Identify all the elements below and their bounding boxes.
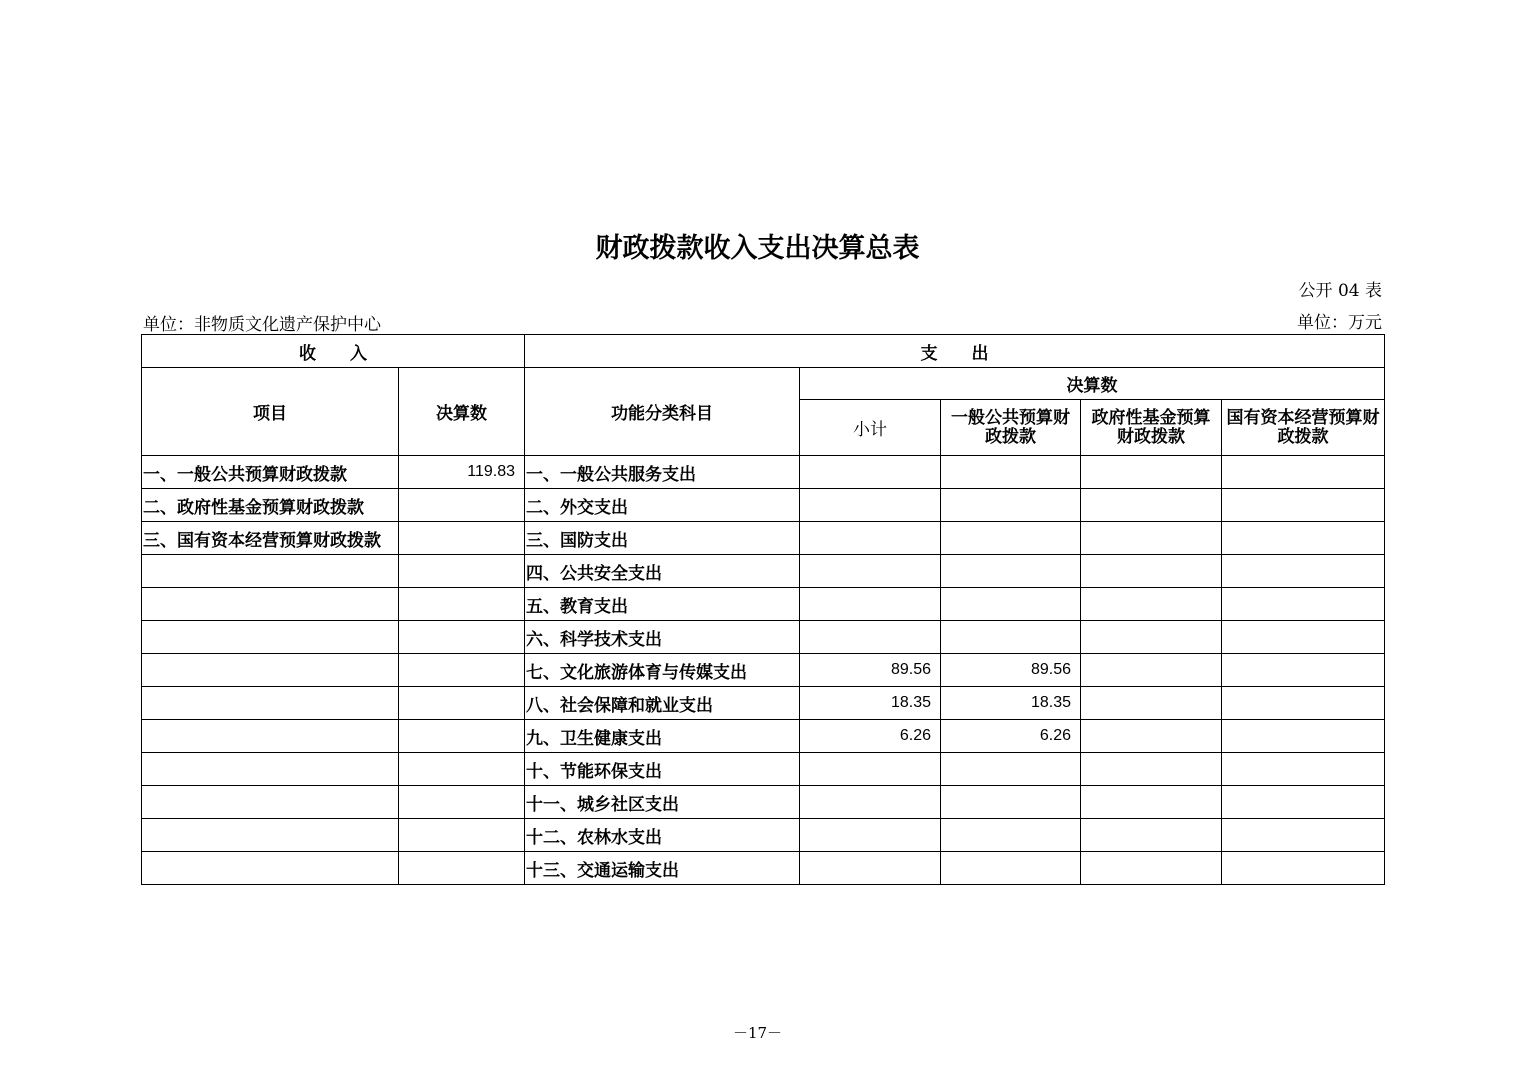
subtotal-cell — [800, 621, 941, 654]
table-row — [142, 522, 1385, 555]
expense-item-cell: 九、卫生健康支出 — [525, 720, 800, 753]
header-func-subject: 功能分类科目 — [525, 368, 800, 456]
header-gov-fund: 政府性基金预算财政拨款 — [1081, 400, 1222, 456]
gov-fund-cell — [1081, 786, 1222, 819]
gov-fund-cell — [1081, 687, 1222, 720]
header-state-capital: 国有资本经营预算财政拨款 — [1222, 400, 1385, 456]
header-general-public: 一般公共预算财政拨款 — [941, 400, 1081, 456]
gov-fund-cell — [1081, 489, 1222, 522]
expense-item-cell: 一、一般公共服务支出 — [525, 456, 800, 489]
income-item-cell — [142, 588, 399, 621]
expense-item-cell: 八、社会保障和就业支出 — [525, 687, 800, 720]
header-amount: 决算数 — [399, 368, 525, 456]
income-item-cell — [142, 852, 399, 885]
general-public-cell — [941, 786, 1081, 819]
subtotal-cell — [800, 753, 941, 786]
general-public-cell — [941, 489, 1081, 522]
general-public-cell — [941, 852, 1081, 885]
income-item-cell — [142, 786, 399, 819]
state-capital-cell — [1222, 654, 1385, 687]
gov-fund-cell — [1081, 555, 1222, 588]
subtotal-cell — [800, 456, 941, 489]
header-item: 项目 — [142, 368, 399, 456]
income-amount-cell — [399, 522, 525, 555]
budget-table — [141, 334, 1385, 885]
general-public-cell: 6.26 — [941, 720, 1081, 753]
table-row — [142, 786, 1385, 819]
table-row — [142, 654, 1385, 687]
state-capital-cell — [1222, 687, 1385, 720]
income-item-cell: 三、国有资本经营预算财政拨款 — [142, 522, 399, 555]
income-amount-cell — [399, 786, 525, 819]
expense-item-cell: 四、公共安全支出 — [525, 555, 800, 588]
state-capital-cell — [1222, 753, 1385, 786]
income-item-cell — [142, 621, 399, 654]
table-row — [142, 852, 1385, 885]
subtotal-cell — [800, 588, 941, 621]
subtotal-cell: 89.56 — [800, 654, 941, 687]
subtotal-cell — [800, 819, 941, 852]
gov-fund-cell — [1081, 621, 1222, 654]
expense-item-cell: 十二、农林水支出 — [525, 819, 800, 852]
subtotal-cell: 18.35 — [800, 687, 941, 720]
header-subtotal: 小计 — [800, 400, 941, 456]
general-public-cell: 18.35 — [941, 687, 1081, 720]
general-public-cell — [941, 555, 1081, 588]
income-item-cell: 二、政府性基金预算财政拨款 — [142, 489, 399, 522]
table-row — [142, 753, 1385, 786]
income-amount-cell: 119.83 — [399, 456, 525, 489]
expense-item-cell: 七、文化旅游体育与传媒支出 — [525, 654, 800, 687]
income-amount-cell — [399, 654, 525, 687]
expense-item-cell: 二、外交支出 — [525, 489, 800, 522]
income-amount-cell — [399, 720, 525, 753]
unit-currency: 单位：万元 — [1297, 313, 1382, 333]
state-capital-cell — [1222, 456, 1385, 489]
income-amount-cell — [399, 852, 525, 885]
header-final-amount: 决算数 — [800, 368, 1385, 400]
page-number: －17－ — [732, 1024, 783, 1042]
table-row — [142, 819, 1385, 852]
income-amount-cell — [399, 555, 525, 588]
income-amount-cell — [399, 753, 525, 786]
expense-item-cell: 六、科学技术支出 — [525, 621, 800, 654]
general-public-cell — [941, 456, 1081, 489]
page-title: 财政拨款收入支出决算总表 — [595, 233, 920, 264]
gov-fund-cell — [1081, 588, 1222, 621]
income-item-cell — [142, 753, 399, 786]
gov-fund-cell — [1081, 654, 1222, 687]
gov-fund-cell — [1081, 852, 1222, 885]
state-capital-cell — [1222, 720, 1385, 753]
income-item-cell — [142, 654, 399, 687]
table-row — [142, 456, 1385, 489]
subtotal-cell — [800, 522, 941, 555]
unit-organization: 单位：非物质文化遗产保护中心 — [143, 315, 381, 335]
income-item-cell: 一、一般公共预算财政拨款 — [142, 456, 399, 489]
gov-fund-cell — [1081, 456, 1222, 489]
income-amount-cell — [399, 819, 525, 852]
income-amount-cell — [399, 588, 525, 621]
state-capital-cell — [1222, 489, 1385, 522]
income-item-cell — [142, 720, 399, 753]
header-income: 收 入 — [142, 335, 525, 368]
gov-fund-cell — [1081, 819, 1222, 852]
general-public-cell — [941, 588, 1081, 621]
general-public-cell: 89.56 — [941, 654, 1081, 687]
subtotal-cell — [800, 555, 941, 588]
income-amount-cell — [399, 489, 525, 522]
expense-item-cell: 三、国防支出 — [525, 522, 800, 555]
subtotal-cell — [800, 489, 941, 522]
table-row — [142, 720, 1385, 753]
table-row — [142, 621, 1385, 654]
state-capital-cell — [1222, 786, 1385, 819]
table-row — [142, 588, 1385, 621]
state-capital-cell — [1222, 819, 1385, 852]
gov-fund-cell — [1081, 720, 1222, 753]
expense-item-cell: 十一、城乡社区支出 — [525, 786, 800, 819]
state-capital-cell — [1222, 852, 1385, 885]
state-capital-cell — [1222, 588, 1385, 621]
state-capital-cell — [1222, 522, 1385, 555]
general-public-cell — [941, 753, 1081, 786]
income-item-cell — [142, 819, 399, 852]
general-public-cell — [941, 522, 1081, 555]
table-row — [142, 687, 1385, 720]
subtotal-cell — [800, 786, 941, 819]
expense-item-cell: 十、节能环保支出 — [525, 753, 800, 786]
expense-item-cell: 十三、交通运输支出 — [525, 852, 800, 885]
income-amount-cell — [399, 621, 525, 654]
income-amount-cell — [399, 687, 525, 720]
subtotal-cell — [800, 852, 941, 885]
gov-fund-cell — [1081, 753, 1222, 786]
general-public-cell — [941, 621, 1081, 654]
general-public-cell — [941, 819, 1081, 852]
gov-fund-cell — [1081, 522, 1222, 555]
income-item-cell — [142, 687, 399, 720]
table-row — [142, 489, 1385, 522]
state-capital-cell — [1222, 555, 1385, 588]
subtotal-cell: 6.26 — [800, 720, 941, 753]
header-expense: 支 出 — [525, 335, 1385, 368]
table-row — [142, 555, 1385, 588]
state-capital-cell — [1222, 621, 1385, 654]
expense-item-cell: 五、教育支出 — [525, 588, 800, 621]
income-item-cell — [142, 555, 399, 588]
table-number: 公开 04 表 — [1298, 281, 1382, 301]
